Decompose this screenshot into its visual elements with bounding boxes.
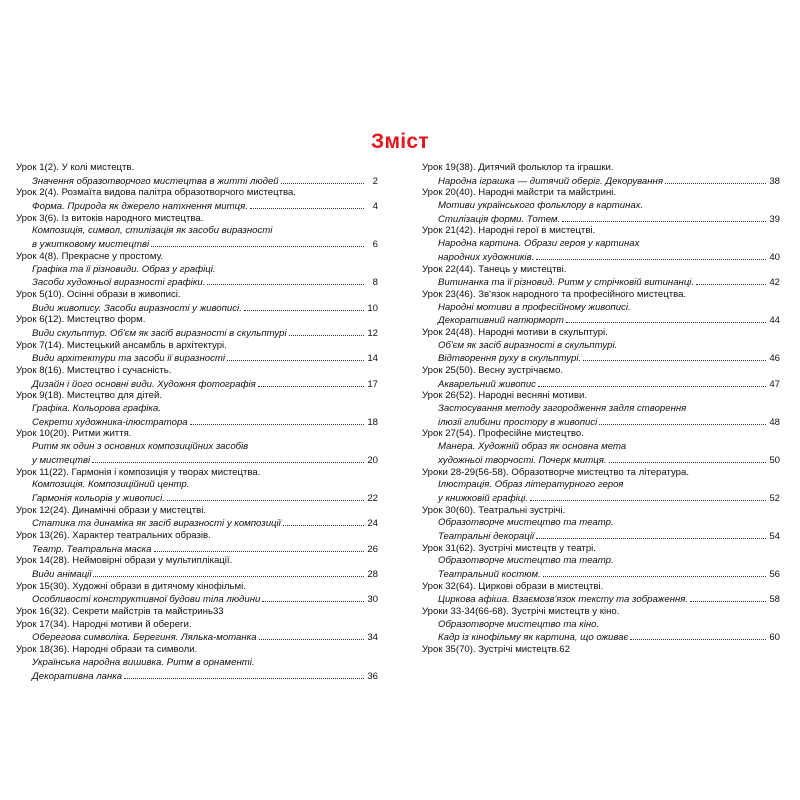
toc-entry-text: Стилізація форми. Тотем. bbox=[438, 213, 561, 225]
toc-lesson-heading: Урок 19(38). Дитячий фольклор та іграшки. bbox=[422, 162, 614, 173]
toc-lesson-heading: Урок 22(44). Танець у мистецтві. bbox=[422, 263, 567, 275]
toc-lesson-topic bbox=[422, 314, 780, 327]
toc-entry-text: Форма. Природа як джерело натхнення митця. bbox=[32, 201, 248, 213]
toc-lesson-heading: Урок 9(18). Мистецтво для дітей. bbox=[16, 390, 163, 402]
toc-leader-dots bbox=[566, 314, 766, 323]
toc-leader-dots bbox=[151, 238, 364, 247]
toc-page-number: 33 bbox=[212, 606, 224, 618]
toc-leader-dots bbox=[583, 352, 766, 361]
toc-lesson-topic: Народні мотиви в професійному живописі. bbox=[438, 301, 631, 313]
toc-page-number: 62 bbox=[559, 644, 570, 656]
toc-lesson-topic bbox=[16, 276, 378, 289]
toc-lesson-topic bbox=[422, 352, 780, 365]
toc-leader-dots bbox=[154, 543, 364, 552]
page-title: Зміст bbox=[371, 130, 429, 153]
toc-page-number: 17 bbox=[367, 378, 378, 390]
toc-lesson-topic bbox=[422, 593, 780, 606]
toc-page-number: 6 bbox=[372, 239, 378, 251]
toc-page-number: 39 bbox=[769, 213, 780, 225]
toc-leader-dots bbox=[562, 213, 766, 222]
toc-leader-dots bbox=[124, 670, 364, 679]
toc-entry-text: художньої творчості. Почерк митця. bbox=[438, 454, 607, 466]
toc-lesson-heading: Урок 15(30). Художні образи в дитячому кінофільмі. bbox=[16, 580, 246, 592]
toc-lesson-topic: Образотворче мистецтво та театр. bbox=[438, 555, 614, 567]
toc-page-number: 18 bbox=[367, 416, 378, 428]
toc-lesson-heading bbox=[16, 606, 378, 619]
toc-lesson-heading: Урок 18(36). Народні образи та символи. bbox=[16, 644, 198, 656]
toc-page-number: 26 bbox=[367, 543, 378, 555]
toc-right-column bbox=[422, 162, 780, 657]
toc-lesson-heading: Урок 11(22). Гармонія і композиція у творах мистецтва. bbox=[16, 466, 261, 478]
toc-page-number: 42 bbox=[769, 277, 780, 289]
toc-entry-text: Статика та динаміка як засіб виразності у композиції bbox=[32, 518, 281, 530]
toc-lesson-heading: Урок 26(52). Народні весняні мотиви. bbox=[422, 390, 587, 402]
toc-lesson-topic bbox=[16, 543, 378, 556]
toc-entry-text: Відтворення руху в скульптурі. bbox=[438, 353, 582, 365]
toc-lesson-heading: Урок 24(48). Народні мотиви в скульптурі. bbox=[422, 326, 608, 338]
toc-leader-dots bbox=[262, 593, 364, 602]
toc-entry-text: в ужитковому мистецтві bbox=[32, 239, 150, 251]
toc-leader-dots bbox=[227, 352, 364, 361]
toc-lesson-topic: Образотворче мистецтво та кіно. bbox=[438, 618, 600, 630]
toc-lesson-topic bbox=[422, 492, 780, 505]
toc-lesson-topic bbox=[16, 631, 378, 644]
toc-entry-text: Урок 35(70). Зустрічі мистецтв. bbox=[422, 644, 560, 656]
toc-leader-dots bbox=[630, 631, 766, 640]
toc-leader-dots bbox=[207, 276, 364, 285]
toc-lesson-heading: Урок 32(64). Циркові образи в мистецтві. bbox=[422, 580, 604, 592]
toc-entry-text: Значення образотворчого мистецтва в житті людей bbox=[32, 175, 279, 187]
toc-lesson-topic bbox=[422, 378, 780, 391]
toc-entry-text: Гармонія кольорів у живописі. bbox=[32, 492, 165, 504]
toc-lesson-topic bbox=[422, 213, 780, 226]
toc-leader-dots bbox=[250, 200, 364, 209]
toc-lesson-heading: Урок 13(26). Характер театральних образів. bbox=[16, 529, 211, 541]
toc-lesson-topic: Застосування методу загородження задля створення bbox=[438, 403, 687, 415]
toc-entry-text: Види анімації bbox=[32, 569, 92, 580]
toc-entry-text: у мистецтві bbox=[32, 454, 91, 466]
toc-page-number: 47 bbox=[769, 378, 780, 390]
toc-lesson-topic bbox=[422, 454, 780, 467]
toc-entry-text: Секрети художника-ілюстратора bbox=[32, 416, 188, 428]
toc-entry-text: Акварельний живопис bbox=[438, 378, 536, 390]
toc-lesson-topic bbox=[16, 593, 378, 606]
toc-lesson-topic bbox=[16, 568, 378, 581]
toc-lesson-heading: Урок 21(42). Народні герої в мистецтві. bbox=[422, 225, 596, 237]
toc-lesson-heading: Урок 1(2). У колі мистецтв. bbox=[16, 162, 135, 173]
toc-lesson-heading bbox=[422, 644, 780, 657]
toc-leader-dots bbox=[530, 492, 766, 501]
toc-lesson-topic: Графіка. Кольорова графіка. bbox=[32, 403, 161, 415]
toc-entry-text: Народна іграшка — дитячий оберіг. Декорування bbox=[438, 175, 663, 187]
toc-lesson-heading: Урок 27(54). Професійне мистецтво. bbox=[422, 428, 584, 440]
toc-lesson-topic: Композиція. Композиційний центр. bbox=[32, 479, 190, 491]
toc-entry-text: Засоби художньої виразності графіки. bbox=[32, 277, 206, 289]
toc-page-number: 60 bbox=[769, 632, 780, 644]
toc-lesson-heading: Урок 5(10). Осінні образи в живописі. bbox=[16, 288, 181, 300]
toc-leader-dots bbox=[244, 302, 364, 311]
toc-lesson-topic: Ритм як один з основних композиційних засобів bbox=[32, 441, 249, 453]
toc-page-number: 36 bbox=[367, 670, 378, 682]
toc-lesson-heading: Урок 3(6). Із витоків народного мистецтва. bbox=[16, 212, 204, 224]
toc-lesson-topic bbox=[16, 517, 378, 530]
toc-leader-dots bbox=[289, 327, 364, 336]
toc-lesson-topic bbox=[422, 276, 780, 289]
toc-leader-dots bbox=[609, 454, 766, 463]
toc-lesson-topic bbox=[16, 416, 378, 429]
toc-lesson-heading: Урок 31(62). Зустрічі мистецтв у театрі. bbox=[422, 542, 596, 554]
toc-lesson-heading: Урок 23(46). Зв'язок народного та професійного мистецтва. bbox=[422, 288, 687, 300]
toc-lesson-heading: Урок 20(40). Народні майстри та майстрині. bbox=[422, 187, 617, 199]
toc-entry-text: Кадр із кінофільму як картина, що оживає bbox=[438, 632, 629, 644]
toc-lesson-topic bbox=[422, 530, 780, 543]
toc-entry-text: ілюзії глибини простору в живописі bbox=[438, 416, 598, 428]
toc-lesson-topic: Об'єм як засіб виразності в скульптурі. bbox=[438, 339, 618, 351]
toc-lesson-topic: Народна картина. Образи героя у картинах bbox=[438, 238, 640, 250]
toc-leader-dots bbox=[281, 175, 364, 184]
toc-page-number: 12 bbox=[367, 327, 378, 339]
toc-lesson-topic: Графіка та її різновиди. Образ у графіці. bbox=[32, 263, 216, 275]
toc-entry-text: Циркова афіша. Взаємозв'язок тексту та зображення. bbox=[438, 594, 689, 606]
toc-entry-text: народних художників. bbox=[438, 251, 535, 263]
toc-lesson-heading: Урок 4(8). Прекрасне у простому. bbox=[16, 250, 164, 262]
toc-lesson-topic: Українська народна вишивка. Ритм в орнаменті. bbox=[32, 656, 255, 668]
toc-page-number: 14 bbox=[367, 353, 378, 365]
toc-page-number: 22 bbox=[367, 492, 378, 504]
toc-leader-dots bbox=[599, 416, 766, 425]
toc-lesson-heading: Урок 10(20). Ритми життя. bbox=[16, 428, 132, 440]
toc-entry-text: Театр. Театральна маска bbox=[32, 543, 152, 555]
toc-page-number: 10 bbox=[367, 302, 378, 314]
toc-lesson-heading: Урок 7(14). Мистецький ансамбль в архітектурі. bbox=[16, 339, 227, 351]
toc-page-number: 52 bbox=[769, 492, 780, 504]
toc-entry-text: Декоративна ланка bbox=[32, 670, 123, 682]
toc-lesson-topic bbox=[16, 492, 378, 505]
toc-page-number: 4 bbox=[372, 201, 378, 213]
toc-entry-text: Види живопису. Засоби виразності у живописі. bbox=[32, 302, 242, 314]
toc-page-number: 56 bbox=[769, 569, 780, 580]
toc-lesson-heading: Урок 17(34). Народні мотиви й обереги. bbox=[16, 618, 192, 630]
toc-page-number: 34 bbox=[367, 632, 378, 644]
toc-page-number: 38 bbox=[769, 175, 780, 187]
toc-left-column bbox=[16, 162, 378, 682]
toc-lesson-heading: Уроки 28-29(56-58). Образотворче мистецтво та література. bbox=[422, 466, 690, 478]
toc-leader-dots bbox=[690, 593, 766, 602]
toc-page-number: 48 bbox=[769, 416, 780, 428]
toc-lesson-topic bbox=[422, 416, 780, 429]
toc-page-number: 58 bbox=[769, 594, 780, 606]
toc-lesson-topic bbox=[16, 175, 378, 188]
toc-page-number: 50 bbox=[769, 454, 780, 466]
toc-lesson-heading: Урок 6(12). Мистецтво форм. bbox=[16, 314, 146, 326]
toc-lesson-heading: Урок 25(50). Весну зустрічаємо. bbox=[422, 365, 564, 376]
toc-lesson-heading: Урок 12(24). Динамічні образи у мистецтві. bbox=[16, 504, 207, 516]
toc-leader-dots bbox=[665, 175, 766, 184]
toc-page-number: 24 bbox=[367, 518, 378, 530]
toc-entry-text: Витинанка та її різновид. Ритм у стрічковій витинанці. bbox=[438, 277, 695, 289]
toc-lesson-topic: Образотворче мистецтво та театр. bbox=[438, 517, 614, 529]
toc-entry-text: Особливості конструктивної будови тіла людини bbox=[32, 594, 261, 606]
toc-lesson-topic bbox=[16, 378, 378, 391]
toc-page-number: 46 bbox=[769, 353, 780, 365]
toc-lesson-topic bbox=[16, 238, 378, 251]
toc-lesson-topic: Манера. Художній образ як основна мета bbox=[438, 441, 627, 453]
toc-lesson-topic bbox=[16, 302, 378, 315]
toc-entry-text: Театральні декорації bbox=[438, 530, 535, 542]
toc-lesson-heading: Уроки 33-34(66-68). Зустрічі мистецтв у кіно. bbox=[422, 606, 620, 618]
toc-lesson-topic bbox=[422, 175, 780, 188]
toc-lesson-heading: Урок 8(16). Мистецтво і сучасність. bbox=[16, 365, 172, 376]
toc-lesson-topic bbox=[16, 352, 378, 365]
toc-leader-dots bbox=[190, 416, 364, 425]
toc-leader-dots bbox=[536, 530, 766, 539]
toc-leader-dots bbox=[543, 568, 766, 577]
toc-entry-text: Театральний костюм. bbox=[438, 569, 541, 580]
toc-lesson-topic bbox=[422, 631, 780, 644]
toc-leader-dots bbox=[283, 517, 364, 526]
toc-lesson-topic: Ілюстрація. Образ літературного героя bbox=[438, 479, 624, 491]
toc-leader-dots bbox=[696, 276, 766, 285]
toc-page-number: 20 bbox=[367, 454, 378, 466]
toc-lesson-heading: Урок 30(60). Театральні зустрічі. bbox=[422, 504, 566, 516]
toc-leader-dots bbox=[536, 251, 766, 260]
toc-leader-dots bbox=[258, 378, 364, 387]
toc-entry-text: Види скульптур. Об'єм як засіб виразності в скульптурі bbox=[32, 327, 287, 339]
toc-lesson-topic bbox=[422, 251, 780, 264]
toc-lesson-topic bbox=[16, 200, 378, 213]
toc-entry-text: у книжковій графіці. bbox=[438, 492, 529, 504]
toc-leader-dots bbox=[538, 378, 766, 387]
toc-entry-text: Декоративний натюрморт bbox=[438, 315, 564, 327]
toc-page-number: 2 bbox=[372, 175, 378, 187]
toc-leader-dots bbox=[259, 631, 364, 640]
toc-entry-text: Види архітектури та засоби її виразності bbox=[32, 353, 226, 365]
toc-lesson-topic bbox=[422, 568, 780, 581]
toc-entry-text: Оберегова символіка. Берегиня. Лялька-мотанка bbox=[32, 632, 257, 644]
toc-page-number: 54 bbox=[769, 530, 780, 542]
toc-lesson-topic bbox=[16, 670, 378, 683]
toc-entry-text: Урок 16(32). Секрети майстрів та майстринь bbox=[16, 606, 213, 618]
toc-page-number: 40 bbox=[769, 251, 780, 263]
toc-page-number: 28 bbox=[367, 569, 378, 580]
toc-page-number: 44 bbox=[769, 315, 780, 327]
toc-lesson-heading: Урок 14(28). Неймовірні образи у мультиплікації. bbox=[16, 555, 233, 567]
toc-lesson-topic bbox=[16, 327, 378, 340]
toc-leader-dots bbox=[93, 568, 364, 577]
toc-leader-dots bbox=[92, 454, 364, 463]
toc-leader-dots bbox=[167, 492, 364, 501]
toc-page-number: 30 bbox=[367, 594, 378, 606]
toc-lesson-topic: Композиція, символ, стилізація як засоби виразності bbox=[32, 225, 273, 237]
toc-lesson-topic bbox=[16, 454, 378, 467]
toc-lesson-heading: Урок 2(4). Розмаїта видова палітра образотворчого мистецтва. bbox=[16, 187, 296, 199]
toc-page-number: 8 bbox=[372, 277, 378, 289]
toc-lesson-topic: Мотиви українського фольклору в картинах. bbox=[438, 200, 644, 212]
toc-entry-text: Дизайн і його основні види. Художня фотографія bbox=[32, 378, 256, 390]
